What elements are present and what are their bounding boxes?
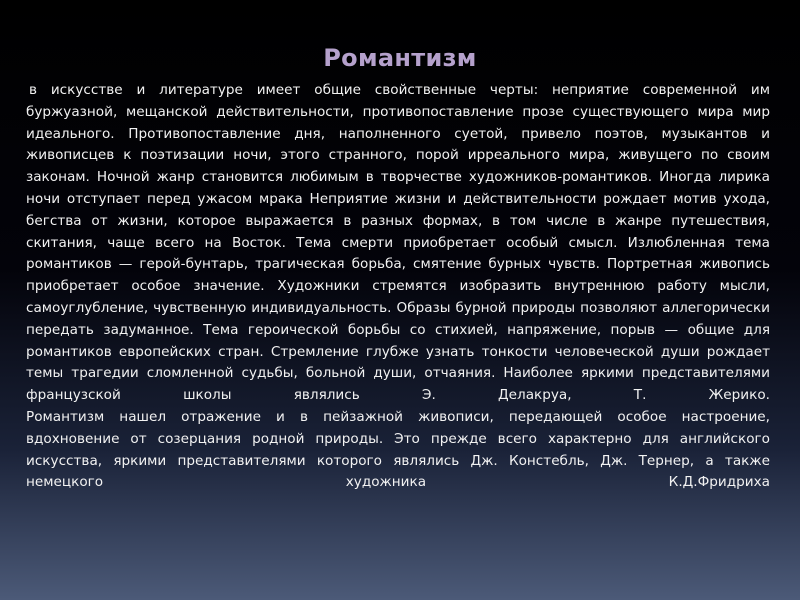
slide-body xyxy=(26,80,770,494)
paragraph-2: Романтизм нашел отражение и в пейзажной живописи, передающей особое настроение, вдохновение от созерцания родной природы. Это прежде всего характерно для английского искусства, яркими представителями которого являлись Дж. Констебль, Дж. Тернер, а также немецкого художника К.Д.Фридриха xyxy=(26,408,770,491)
slide-title: Романтизм xyxy=(323,44,477,72)
paragraph-1: в искусстве и литературе имеет общие свойственные черты: неприятие современной им буржуазной, мещанской действительности, противопоставление прозе существующего мира мир идеального. Противопоставление дня, наполненного суетой, привело поэтов, музыкантов и живописцев к поэтизации ночи, этого странного, порой ирреального мира, живущего по своим законам. Ночной жанр становится любимым в творчестве художников-романтиков. Иногда лирика ночи отступает перед ужасом мрака Неприятие жизни и действительности рождает мотив ухода, бегства от жизни, которое выражается в разных формах, в том числе в жанре путешествия, скитания, чаще всего на Восток. Тема смерти приобретает особый смысл. Излюбленная тема романтиков — герой-бунтарь, трагическая борьба, смятение бурных чувств. Портретная живопись приобретает особое значение. Художники стремятся изобразить внутреннюю работу мысли, самоуглубление, чувственную индивидуальность. Образы бурной природы позволяют аллегорически передать задуманное. Тема героической борьбы со стихией, напряжение, порыв — общие для романтиков европейских стран. Стремление глубже узнать тонкости человеческой души рождает темы трагедии сломленной судьбы, больной души, отчаяния. Наиболее яркими представителями французской школы являлись Э. Делакруа, Т. Жерико. xyxy=(26,82,770,404)
